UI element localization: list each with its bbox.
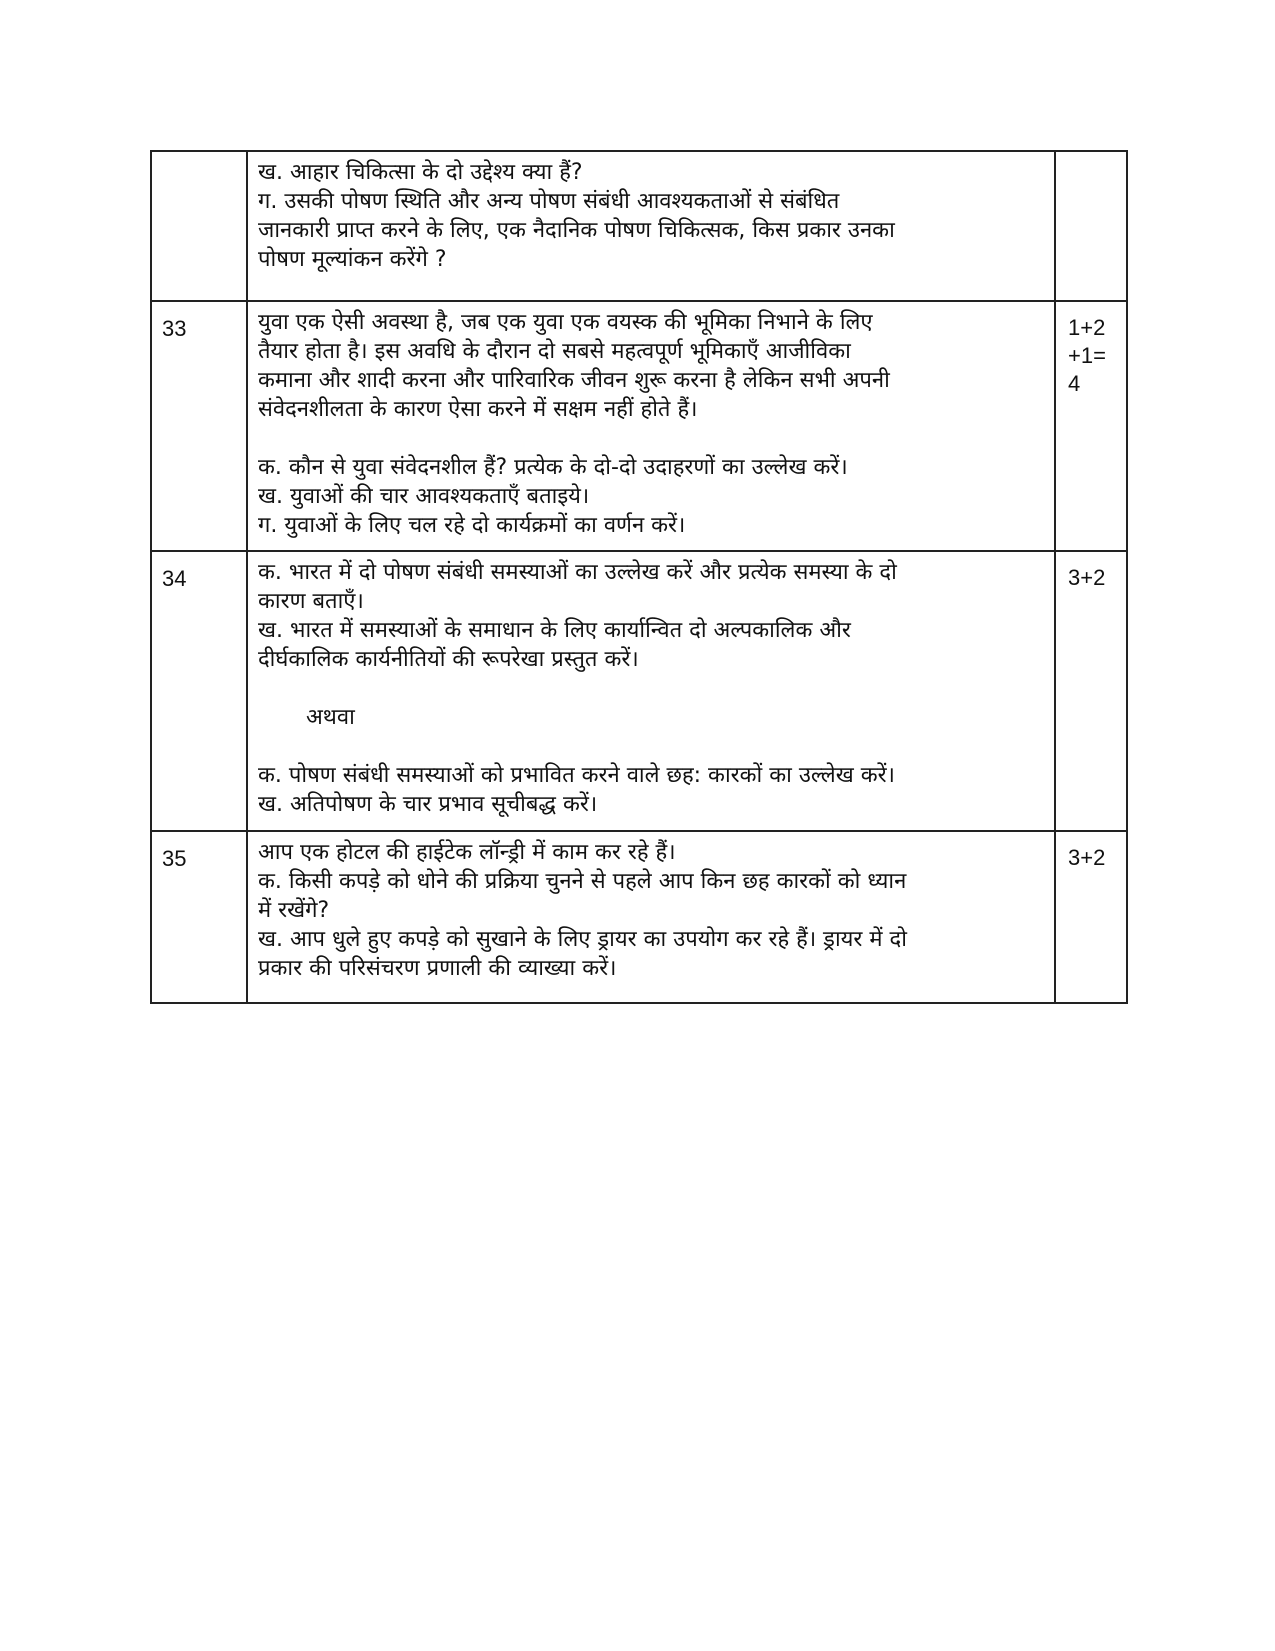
table-row-q35 bbox=[151, 831, 1127, 1003]
table-row-q34 bbox=[151, 551, 1127, 831]
question-table bbox=[150, 150, 1128, 1004]
question-line: ख. आप धुले हुए कपड़े को सुखाने के लिए ड्रायर का उपयोग कर रहे हैं। ड्रायर में दो bbox=[258, 927, 907, 952]
question-line: आप एक होटल की हाईटेक लॉन्ड्री में काम कर रहे हैं। bbox=[258, 840, 676, 865]
question-content-cell bbox=[247, 301, 1055, 551]
question-number-cell: 35 bbox=[151, 831, 247, 1003]
spacer bbox=[258, 424, 1044, 453]
passage-line: युवा एक ऐसी अवस्था है, जब एक युवा एक वयस्क की भूमिका निभाने के लिए bbox=[258, 310, 873, 335]
question-line: क. पोषण संबंधी समस्याओं को प्रभावित करने वाले छह: कारकों का उल्लेख करें। bbox=[258, 763, 895, 788]
question-number-cell bbox=[151, 151, 247, 301]
question-line: ग. युवाओं के लिए चल रहे दो कार्यक्रमों का वर्णन करें। bbox=[258, 513, 686, 538]
question-line: क. किसी कपड़े को धोने की प्रक्रिया चुनने से पहले आप किन छह कारकों को ध्यान bbox=[258, 869, 907, 894]
question-line: ख. अतिपोषण के चार प्रभाव सूचीबद्ध करें। bbox=[258, 792, 598, 817]
question-content-cell bbox=[247, 551, 1055, 831]
passage-line: संवेदनशीलता के कारण ऐसा करने में सक्षम नहीं होते हैं। bbox=[258, 397, 698, 422]
spacer bbox=[258, 732, 1044, 761]
question-line: प्रकार की परिसंचरण प्रणाली की व्याख्या करें। bbox=[258, 956, 617, 981]
table-row-q33 bbox=[151, 301, 1127, 551]
question-line: पोषण मूल्यांकन करेंगे ? bbox=[258, 247, 447, 272]
question-content-cell bbox=[247, 831, 1055, 1003]
question-line: में रखेंगे? bbox=[258, 898, 330, 923]
question-line: दीर्घकालिक कार्यनीतियों की रूपरेखा प्रस्तुत करें। bbox=[258, 647, 639, 672]
question-line: ख. भारत में समस्याओं के समाधान के लिए कार्यान्वित दो अल्पकालिक और bbox=[258, 618, 851, 643]
question-number-cell: 33 bbox=[151, 301, 247, 551]
marks-cell: 3+2 bbox=[1055, 831, 1127, 1003]
table-row-continuation bbox=[151, 151, 1127, 301]
marks-cell: 3+2 bbox=[1055, 551, 1127, 831]
marks-cell bbox=[1055, 151, 1127, 301]
question-line: क. कौन से युवा संवेदनशील हैं? प्रत्येक के दो-दो उदाहरणों का उल्लेख करें। bbox=[258, 455, 848, 480]
passage-line: तैयार होता है। इस अवधि के दौरान दो सबसे महत्वपूर्ण भूमिकाएँ आजीविका bbox=[258, 339, 851, 364]
question-line: ख. युवाओं की चार आवश्यकताएँ बताइये। bbox=[258, 484, 590, 509]
passage-line: कमाना और शादी करना और पारिवारिक जीवन शुरू करना है लेकिन सभी अपनी bbox=[258, 368, 890, 393]
spacer bbox=[258, 674, 1044, 703]
or-label: अथवा bbox=[306, 705, 355, 730]
question-line: ग. उसकी पोषण स्थिति और अन्य पोषण संबंधी आवश्यकताओं से संबंधित bbox=[258, 189, 840, 214]
question-number-cell: 34 bbox=[151, 551, 247, 831]
marks-cell: 1+2 +1= 4 bbox=[1055, 301, 1127, 551]
question-line: कारण बताएँ। bbox=[258, 589, 364, 614]
question-content-cell bbox=[247, 151, 1055, 301]
question-line: क. भारत में दो पोषण संबंधी समस्याओं का उल्लेख करें और प्रत्येक समस्या के दो bbox=[258, 560, 897, 585]
question-line: ख. आहार चिकित्सा के दो उद्देश्य क्या हैं? bbox=[258, 160, 583, 185]
question-line: जानकारी प्राप्त करने के लिए, एक नैदानिक पोषण चिकित्सक, किस प्रकार उनका bbox=[258, 218, 895, 243]
